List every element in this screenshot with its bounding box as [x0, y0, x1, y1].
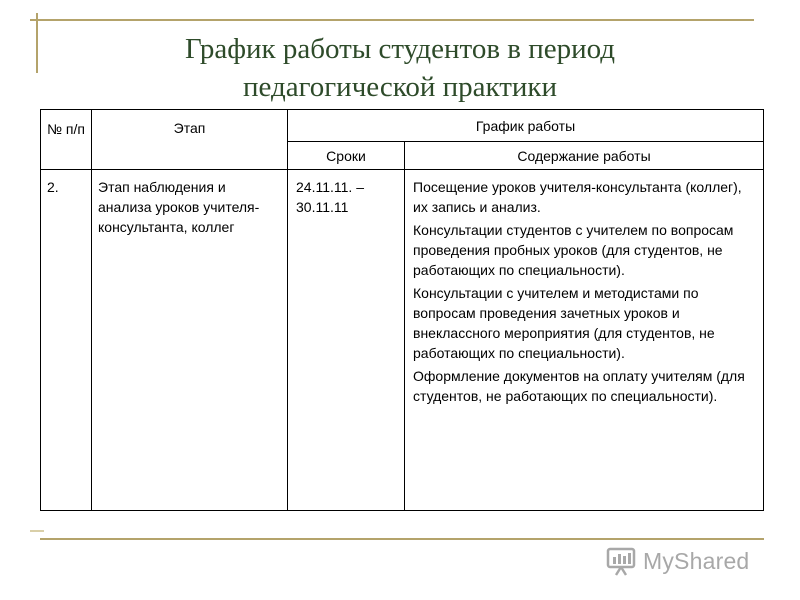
header-schedule: График работы — [288, 110, 764, 142]
row-dates: 24.11.11. – 30.11.11 — [288, 170, 405, 511]
content-item: Консультации студентов с учителем по вопросам проведения пробных уроков (для студентов, не работающих по специальности). — [413, 222, 734, 278]
row-number: 2. — [41, 170, 92, 511]
header-stage: Этап — [92, 110, 288, 170]
row-content — [405, 170, 764, 511]
slide-title-line-2: педагогической практики — [242, 71, 558, 103]
header-content: Содержание работы — [405, 142, 764, 170]
watermark-logo — [605, 541, 765, 581]
slide-title — [40, 30, 760, 106]
content-item: Консультации с учителем и методистами по вопросам проведения зачетных уроков и внеклассного мероприятия (для студентов, не работающих по специальности). — [413, 285, 715, 361]
myshared-logo-icon — [605, 544, 639, 578]
row-stage: Этап наблюдения и анализа уроков учителя-консультанта, коллег — [92, 170, 288, 511]
table-row — [41, 170, 764, 511]
bottom-accent-line — [40, 538, 764, 540]
slide-title-line-1: График работы студентов в период — [184, 33, 616, 65]
bottom-accent-stub — [30, 530, 44, 532]
top-accent-line — [30, 19, 754, 21]
content-item: Посещение уроков учителя-консультанта (коллег), их запись и анализ. — [413, 179, 742, 215]
table-header-row — [41, 110, 764, 142]
schedule-table — [40, 109, 764, 511]
left-accent-line — [36, 13, 38, 73]
header-dates: Сроки — [288, 142, 405, 170]
watermark-text: MyShared — [643, 547, 750, 574]
header-number: № п/п — [41, 110, 92, 170]
content-item: Оформление документов на оплату учителям (для студентов, не работающих по специальности). — [413, 368, 745, 404]
